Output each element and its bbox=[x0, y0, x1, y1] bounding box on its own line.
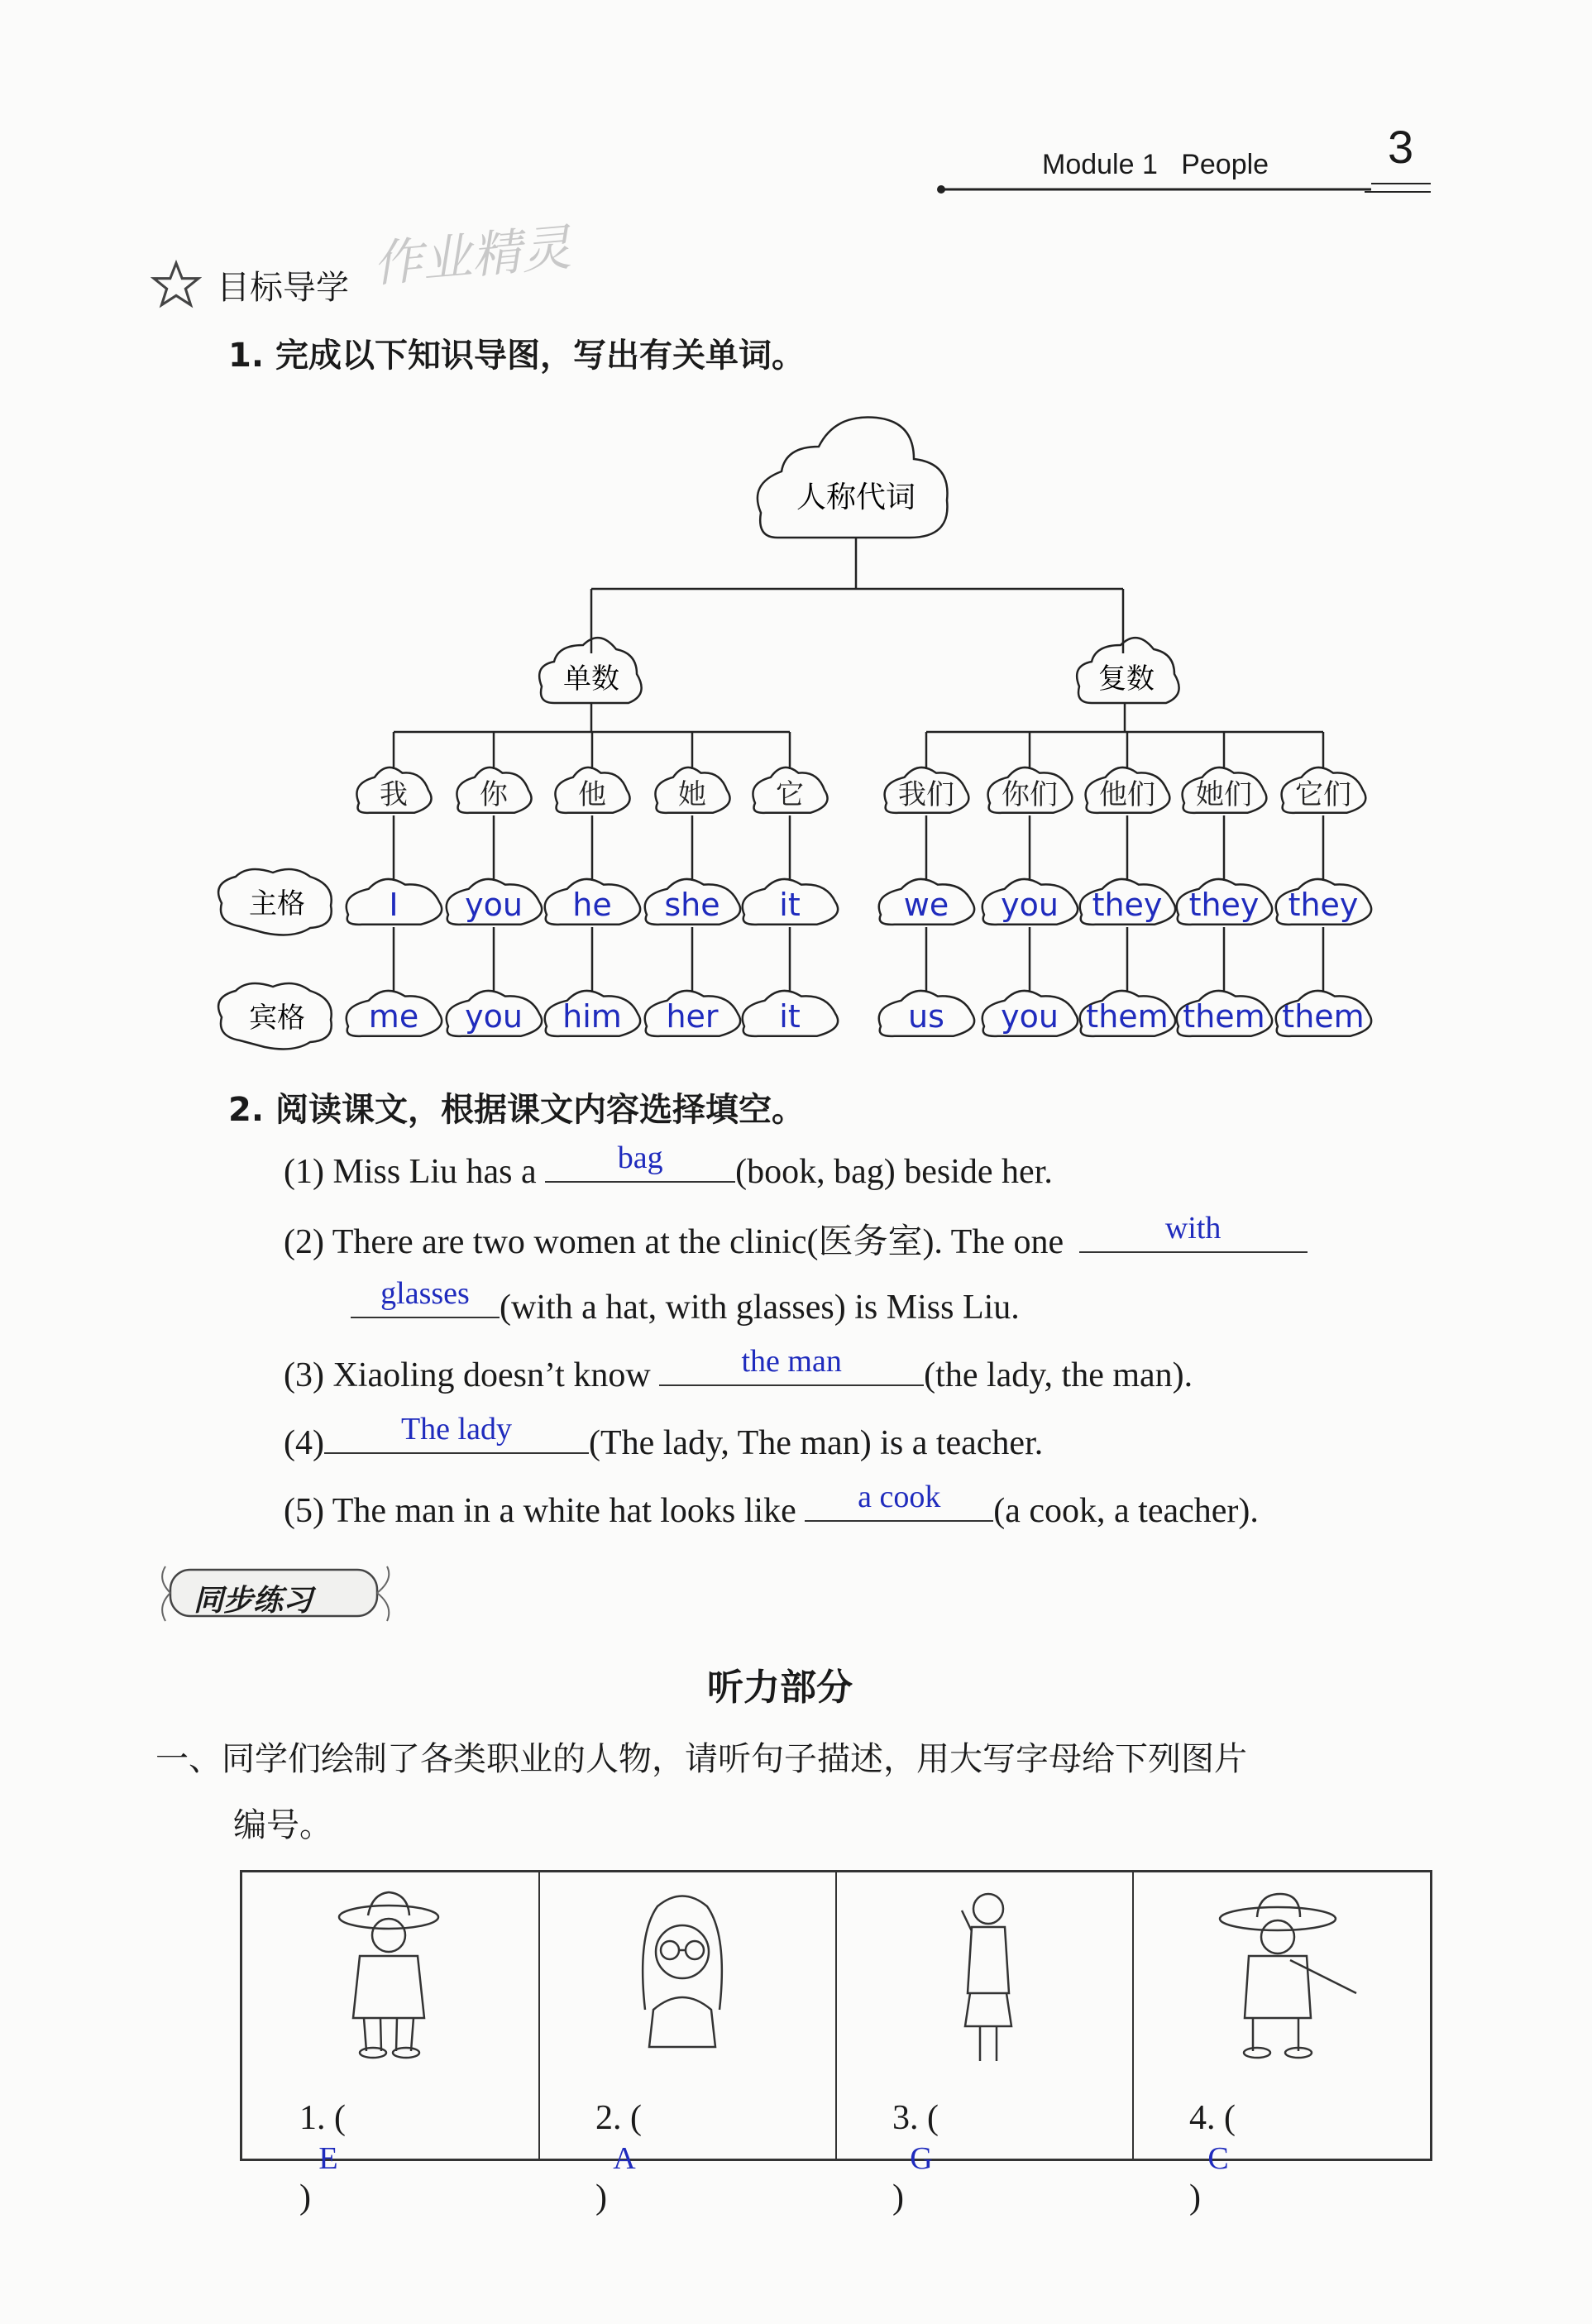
plural-object-answer: you bbox=[1001, 998, 1059, 1035]
plural-cn-label: 他们 bbox=[1099, 778, 1155, 811]
picture-number: 2. ( bbox=[595, 2099, 642, 2137]
fill-item-1 bbox=[284, 1140, 1053, 1192]
item-2-blank-a[interactable] bbox=[1079, 1211, 1308, 1253]
fill-item-5 bbox=[284, 1480, 1259, 1531]
figure-girl-glasses bbox=[624, 1886, 740, 2051]
singular-cn-label: 你 bbox=[480, 778, 508, 811]
figure-hat-person bbox=[327, 1886, 451, 2059]
picture-answer[interactable]: G bbox=[910, 2141, 933, 2176]
item-4-answer: The lady bbox=[400, 1412, 512, 1447]
mind-map bbox=[0, 397, 1592, 1059]
picture-answer[interactable]: C bbox=[1207, 2141, 1229, 2176]
section-title-guide: 目标导学 bbox=[217, 269, 349, 307]
picture-number: 4. ( bbox=[1189, 2099, 1236, 2137]
row-label-object: 宾格 bbox=[249, 1002, 305, 1035]
plural-subject-answer: they bbox=[1188, 887, 1260, 923]
plural-object-answer: them bbox=[1086, 998, 1169, 1035]
plural-subject-answer: they bbox=[1092, 887, 1163, 923]
close-paren: ) bbox=[299, 2178, 311, 2216]
plural-cn-label: 你们 bbox=[1002, 778, 1058, 811]
mindmap-plural-text: 复数 bbox=[1098, 662, 1155, 696]
module-label: Module 1 bbox=[1042, 149, 1158, 180]
picture-number: 3. ( bbox=[892, 2099, 939, 2137]
singular-cn-label: 他 bbox=[578, 778, 606, 811]
item-5-blank[interactable] bbox=[805, 1480, 993, 1522]
item-4-text: (4) bbox=[284, 1424, 324, 1462]
item-4-blank[interactable] bbox=[324, 1412, 589, 1454]
mindmap-singular-text: 单数 bbox=[563, 662, 619, 696]
item-2-text: (2) There are two women at the clinic(医务室). The one bbox=[284, 1223, 1064, 1261]
singular-subject-answer: I bbox=[389, 887, 399, 923]
item-2-answer-b: glasses bbox=[380, 1276, 470, 1311]
item-5-answer: a cook bbox=[858, 1480, 941, 1514]
plural-cn-label: 她们 bbox=[1196, 778, 1252, 811]
item-2-answer-a: with bbox=[1164, 1211, 1221, 1246]
plural-subject-answer: we bbox=[903, 887, 949, 923]
item-2-options: (with a hat, with glasses) is Miss Liu. bbox=[500, 1289, 1020, 1327]
singular-subject-answer: it bbox=[779, 887, 801, 923]
item-5-text: (5) The man in a white hat looks like bbox=[284, 1492, 796, 1530]
plural-cn-label: 我们 bbox=[898, 778, 954, 811]
listening-heading: 听力部分 bbox=[707, 1666, 853, 1709]
fill-item-3 bbox=[284, 1344, 1193, 1395]
plural-subject-answer: you bbox=[1001, 887, 1059, 923]
singular-object-answer: him bbox=[562, 998, 622, 1035]
row-label-subject: 主格 bbox=[249, 887, 305, 921]
singular-subject-answer: he bbox=[572, 887, 612, 923]
question-1: 1. 完成以下知识导图，写出有关单词。 bbox=[228, 337, 805, 375]
item-3-text: (3) Xiaoling doesn’t know bbox=[284, 1356, 651, 1394]
item-2-blank-b[interactable] bbox=[351, 1276, 500, 1318]
fill-item-4 bbox=[284, 1412, 1044, 1463]
question-2: 2. 阅读课文，根据课文内容选择填空。 bbox=[228, 1091, 805, 1129]
singular-subject-answer: you bbox=[465, 887, 523, 923]
section-badge-text: 同步练习 bbox=[194, 1584, 313, 1618]
picture-2-label bbox=[595, 2098, 653, 2217]
page-number: 3 bbox=[1388, 121, 1414, 173]
close-paren: ) bbox=[1189, 2178, 1201, 2216]
singular-object-answer: it bbox=[779, 998, 801, 1035]
singular-object-answer: her bbox=[666, 998, 719, 1035]
item-3-answer: the man bbox=[741, 1344, 842, 1379]
item-4-options: (The lady, The man) is a teacher. bbox=[588, 1424, 1044, 1462]
mindmap-root-text: 人称代词 bbox=[796, 481, 916, 514]
item-1-text: (1) Miss Liu has a bbox=[284, 1153, 537, 1191]
singular-cn-label: 我 bbox=[380, 778, 408, 811]
singular-subject-answer: she bbox=[664, 887, 720, 923]
item-1-answer: bag bbox=[617, 1140, 663, 1175]
item-3-options: (the lady, the man). bbox=[924, 1356, 1193, 1394]
singular-object-answer: me bbox=[368, 998, 419, 1035]
picture-number: 1. ( bbox=[299, 2099, 346, 2137]
item-3-blank[interactable] bbox=[659, 1344, 924, 1386]
close-paren: ) bbox=[892, 2178, 904, 2216]
singular-cn-label: 它 bbox=[776, 778, 804, 811]
picture-1-label bbox=[299, 2098, 357, 2217]
singular-object-answer: you bbox=[465, 998, 523, 1035]
plural-object-answer: us bbox=[908, 998, 944, 1035]
plural-object-answer: them bbox=[1183, 998, 1265, 1035]
instruction-line-2: 编号。 bbox=[233, 1806, 332, 1844]
item-1-options: (book, bag) beside her. bbox=[735, 1153, 1053, 1191]
instruction-line-1: 一、同学们绘制了各类职业的人物，请听句子描述，用大写字母给下列图片 bbox=[155, 1740, 1247, 1778]
plural-subject-answer: they bbox=[1288, 887, 1359, 923]
plural-cn-label: 它们 bbox=[1295, 778, 1351, 811]
close-paren: ) bbox=[595, 2178, 607, 2216]
item-1-blank[interactable] bbox=[545, 1140, 735, 1183]
header-rule bbox=[935, 174, 1431, 198]
figure-cowboy-hoe bbox=[1207, 1886, 1365, 2059]
watermark: 作业精灵 bbox=[370, 218, 574, 294]
picture-answer[interactable]: E bbox=[318, 2141, 338, 2176]
star-icon bbox=[151, 260, 202, 311]
unit-label: People bbox=[1181, 149, 1269, 180]
item-5-options: (a cook, a teacher). bbox=[993, 1492, 1259, 1530]
singular-cn-label: 她 bbox=[678, 778, 706, 811]
picture-answer[interactable]: A bbox=[613, 2141, 636, 2176]
figure-woman-suit bbox=[947, 1886, 1030, 2068]
plural-object-answer: them bbox=[1282, 998, 1365, 1035]
picture-3-label bbox=[892, 2098, 950, 2217]
picture-4-label bbox=[1189, 2098, 1247, 2217]
fill-item-2-cont bbox=[351, 1276, 1020, 1327]
fill-item-2 bbox=[284, 1211, 1308, 1264]
